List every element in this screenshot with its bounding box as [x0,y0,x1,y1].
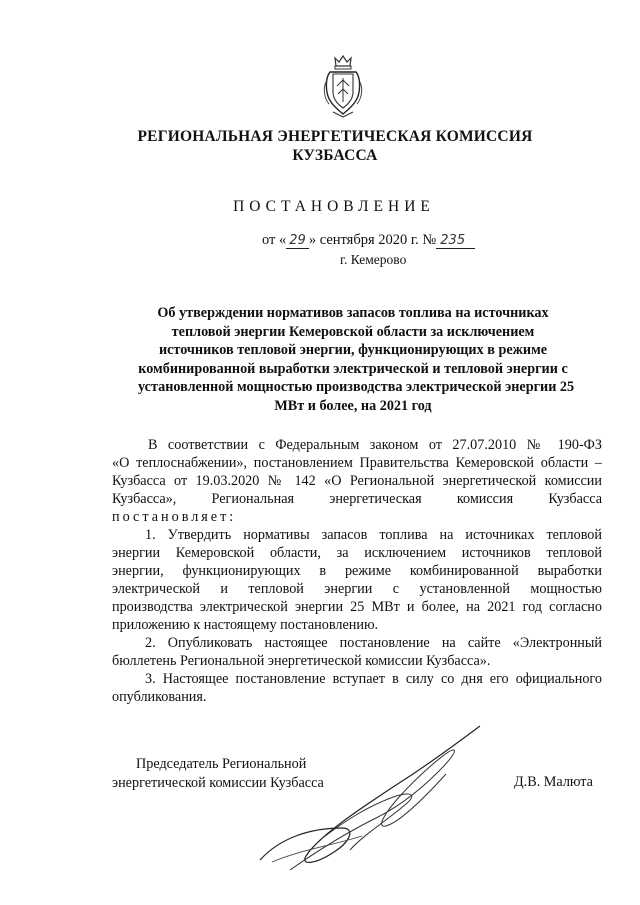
item-2-line: бюллетень Региональной энергетической комиссии Кузбасса». [112,653,491,669]
title-line: тепловой энергии Кемеровской области за исключением [171,323,535,340]
preamble-line-resolves: постановляет: [112,509,237,525]
item-1-line: электрической и тепловой энергии с установленной мощностью [112,581,602,597]
title-line: установленной мощностью производства электрической энергии 25 [138,379,575,395]
city: г. Кемерово [340,252,407,267]
preamble-line: Кузбасса», Региональная энергетическая комиссия Кузбасса [112,491,602,507]
title-line: комбинированной выработки электрической и тепловой энергии с [138,360,568,377]
document-title [138,304,575,415]
title-line: источников тепловой энергии, функционирующих в режиме [158,342,548,358]
title-line: Об утверждении нормативов запасов топлива на источниках [157,305,549,321]
preamble-line: Кузбасса от 19.03.2020 № 142 «О Региональной энергетической комиссии [112,473,602,489]
item-3-line: 3. Настоящее постановление вступает в силу со дня его официального [145,671,602,687]
item-1-line: энергии, функционирующих в режиме комбинированной выработки [112,563,602,579]
item-1-line: 1. Утвердить нормативы запасов топлива на источниках тепловой [145,527,602,543]
preamble-line: В соответствии с Федеральным законом от 27.07.2010 № 190-ФЗ [148,437,602,453]
document-body [112,436,602,706]
preamble-line: «О теплоснабжении», постановлением Правительства Кемеровской области – [112,455,602,471]
item-2-line: 2. Опубликовать настоящее постановление на сайте «Электронный [145,635,602,651]
org-line-2: КУЗБАССА [292,147,378,164]
coat-of-arms-icon [321,54,365,120]
date-prefix: от « [262,232,287,248]
item-1-line: производства электрической энергии 25 МВт и более, на 2021 год согласно [112,599,602,615]
item-1-line: приложению к настоящему постановлению. [112,617,379,633]
handwritten-day: 29 [286,233,309,249]
date-line [262,232,475,249]
handwritten-signature [250,710,490,880]
signer-name: Д.В. Малюта [514,774,593,790]
item-3-line: опубликования. [112,689,207,705]
organization-name [0,127,640,165]
signer-position-line-1: Председатель Региональной [136,756,307,772]
org-line-1: РЕГИОНАЛЬНАЯ ЭНЕРГЕТИЧЕСКАЯ КОМИССИЯ [137,128,533,145]
item-1-line: энергии Кемеровской области, за исключением источников тепловой [112,545,602,561]
handwritten-number: 235 [436,233,475,249]
title-line: МВт и более, на 2021 год [274,397,432,414]
signer-position-line-2: энергетической комиссии Кузбасса [112,775,324,791]
date-suffix: » сентября 2020 г. № [308,232,437,248]
document-type: ПОСТАНОВЛЕНИЕ [233,198,435,215]
